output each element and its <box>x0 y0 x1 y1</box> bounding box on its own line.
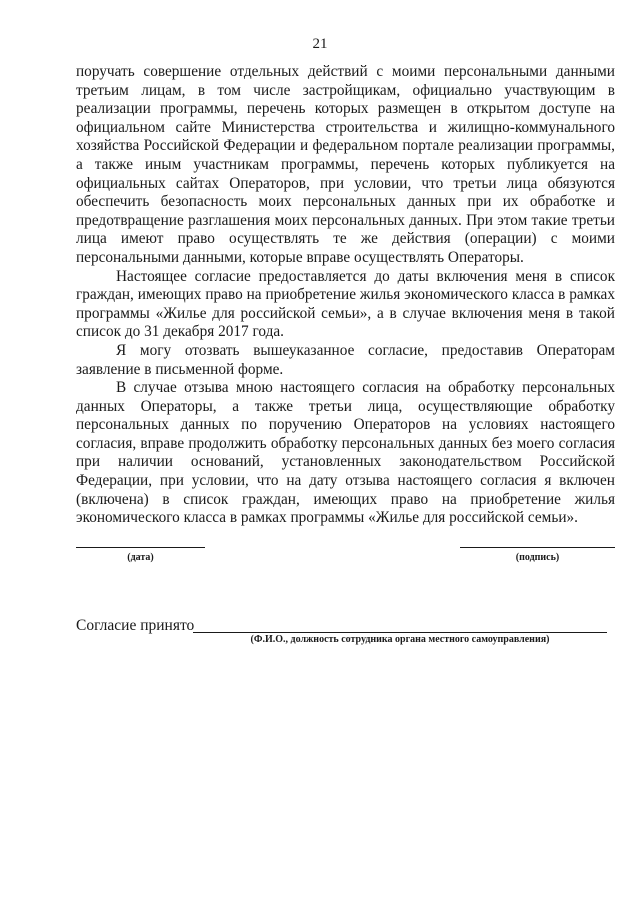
consent-accepted-caption: (Ф.И.О., должность сотрудника органа местного самоуправления) <box>250 634 550 645</box>
paragraph-withdrawal: Я могу отозвать вышеуказанное согласие, предоставив Операторам заявление в письменной форме. <box>76 341 615 378</box>
document-body <box>76 63 615 528</box>
paragraph-consent-term: Настоящее согласие предоставляется до даты включения меня в список граждан, имеющих право на приобретение жилья экономического класса в рамках программы «Жилье для российской семьи», а в случае включения меня в такой список до 31 декабря 2017 года. <box>76 267 615 341</box>
signature-caption: (подпись) <box>515 552 560 563</box>
date-line <box>76 547 205 548</box>
page-number: 21 <box>312 36 328 52</box>
signature-line <box>460 547 615 548</box>
date-caption: (дата) <box>127 552 154 563</box>
paragraph-continuation: поручать совершение отдельных действий с моими персональными данными третьим лицам, в том числе застройщикам, официально участвующим в реализации программы, перечень которых размещен в открытом доступе на официальном сайте Министерства строительства и жилищно-коммунального хозяйства Российской Федерации и федеральном портале реализации программы, а также иным участникам программы, перечень которых публикуется на официальных сайтах Операторов, при условии, что третьи лица обязуются обеспечить безопасность моих персональных данных при их обработке и предотвращение разглашения моих персональных данных. При этом такие третьи лица имеют право осуществлять те же действия (операции) с моими персональными данными, которые вправе осуществлять Операторы. <box>76 63 615 266</box>
consent-accepted-line <box>193 632 607 633</box>
paragraph-withdrawal-consequences: В случае отзыва мною настоящего согласия на обработку персональных данных Операторы, а также третьи лица, осуществляющие обработку персональных данных по поручению Операторов на условиях настоящего согласия, вправе продолжить обработку персональных данных без моего согласия при наличии оснований, установленных законодательством Российской Федерации, при условии, что на дату отзыва настоящего согласия я включен (включена) в список граждан, имеющих право на приобретение жилья экономического класса в рамках программы «Жилье для российской семьи». <box>76 379 615 527</box>
consent-accepted-label: Согласие принято <box>76 617 195 634</box>
